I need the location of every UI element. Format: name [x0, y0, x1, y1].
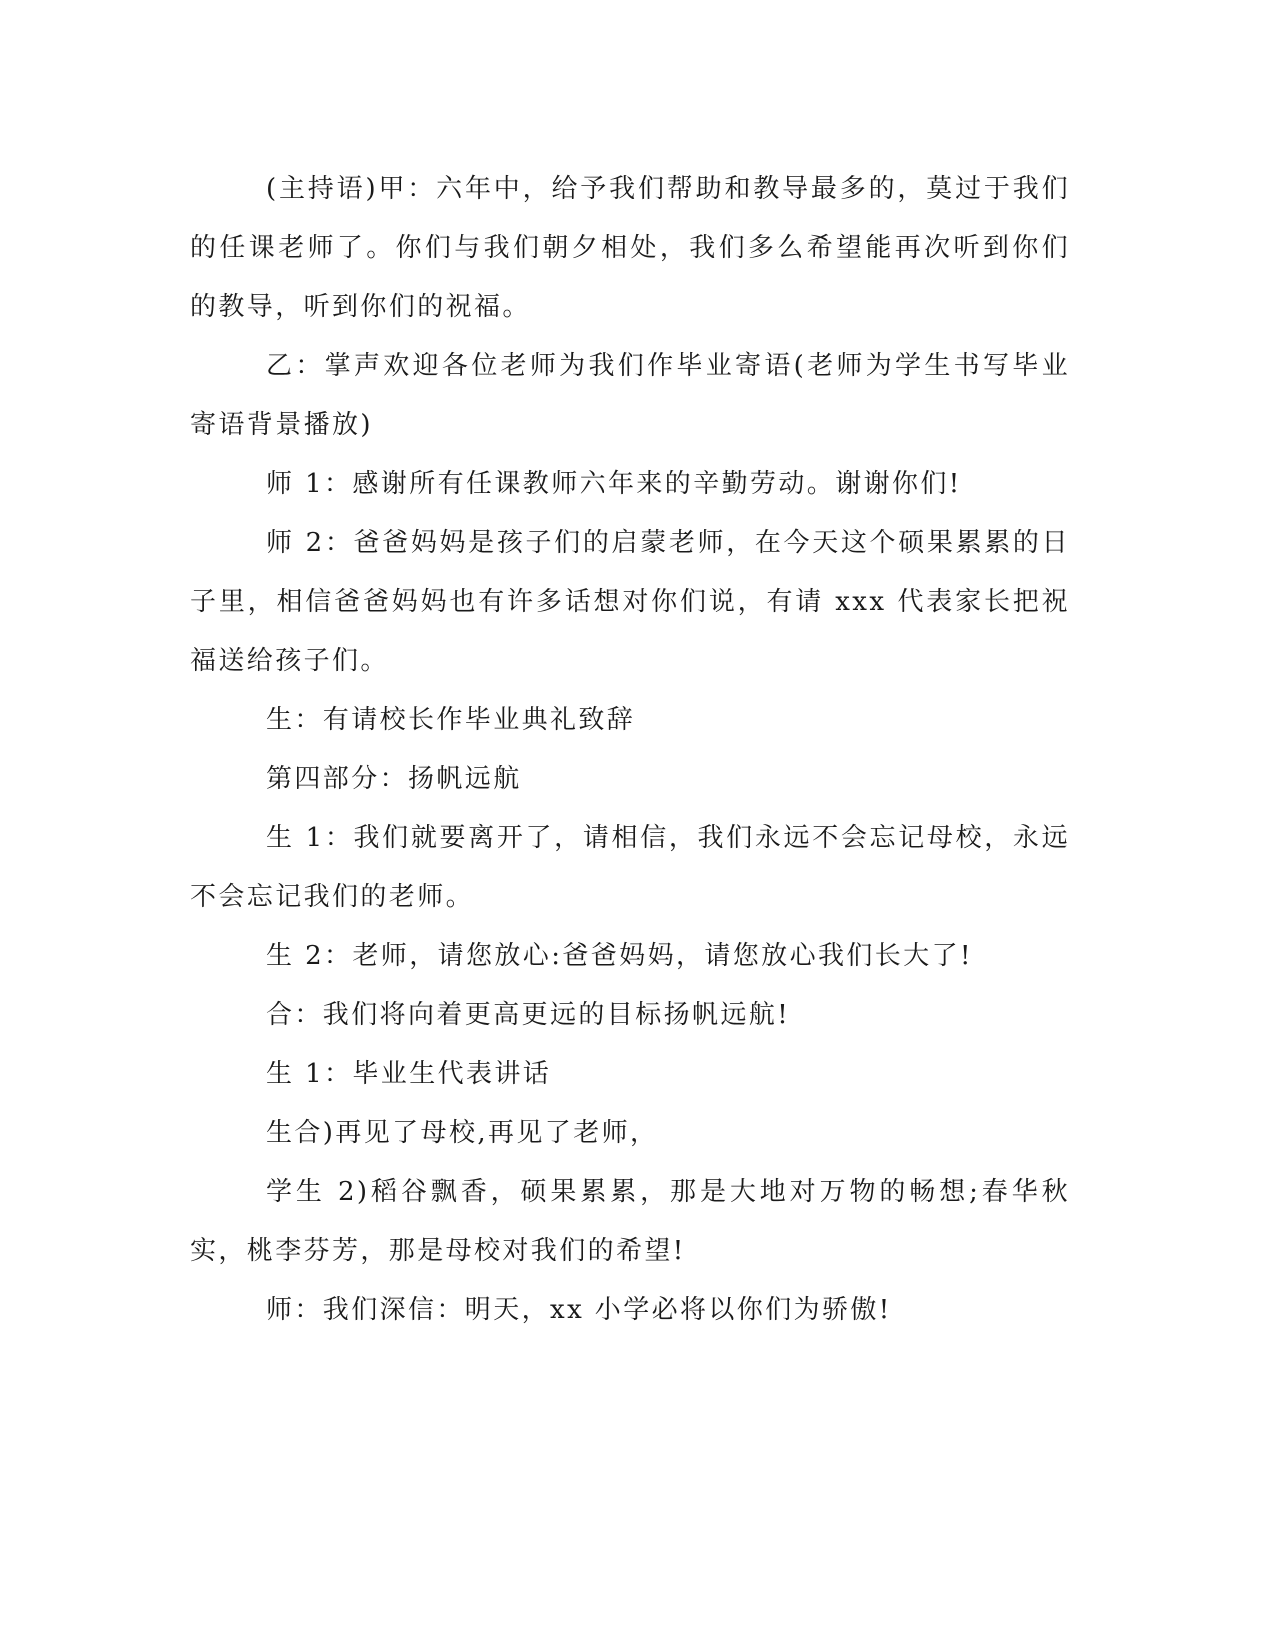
- section-heading-part-four: 第四部分：扬帆远航: [266, 764, 522, 794]
- paragraph-chorus: 合：我们将向着更高更远的目标扬帆远航!: [266, 1000, 791, 1030]
- paragraph-student-representative: 生 1：毕业生代表讲话: [266, 1059, 552, 1089]
- paragraph-host-intro: (主持语)甲：六年中，给予我们帮助和教导最多的，莫过于我们的任课老师了。你们与我们朝夕相处，我们多么希望能再次听到你们的教导，听到你们的祝福。: [190, 174, 1070, 322]
- paragraph-teacher-closing: 师：我们深信：明天，xx 小学必将以你们为骄傲!: [266, 1295, 892, 1325]
- paragraph-student-1: 生 1：我们就要离开了，请相信，我们永远不会忘记母校，永远不会忘记我们的老师。: [190, 823, 1070, 912]
- paragraph-principal-speech: 生：有请校长作毕业典礼致辞: [266, 705, 636, 735]
- document-body: [190, 160, 1070, 1340]
- paragraph-teacher-1: 师 1：感谢所有任课教师六年来的辛勤劳动。谢谢你们!: [266, 469, 962, 499]
- paragraph-teacher-2: 师 2：爸爸妈妈是孩子们的启蒙老师，在今天这个硕果累累的日子里，相信爸爸妈妈也有许多话想对你们说，有请 xxx 代表家长把祝福送给孩子们。: [190, 528, 1070, 676]
- paragraph-teacher-wishes: 乙：掌声欢迎各位老师为我们作毕业寄语(老师为学生书写毕业寄语背景播放): [190, 351, 1070, 440]
- paragraph-student-2-poem: 学生 2)稻谷飘香，硕果累累，那是大地对万物的畅想;春华秋实，桃李芬芳，那是母校对我们的希望!: [190, 1177, 1070, 1266]
- paragraph-student-2: 生 2：老师，请您放心:爸爸妈妈，请您放心我们长大了!: [266, 941, 973, 971]
- paragraph-students-farewell: 生合)再见了母校,再见了老师，: [266, 1118, 659, 1148]
